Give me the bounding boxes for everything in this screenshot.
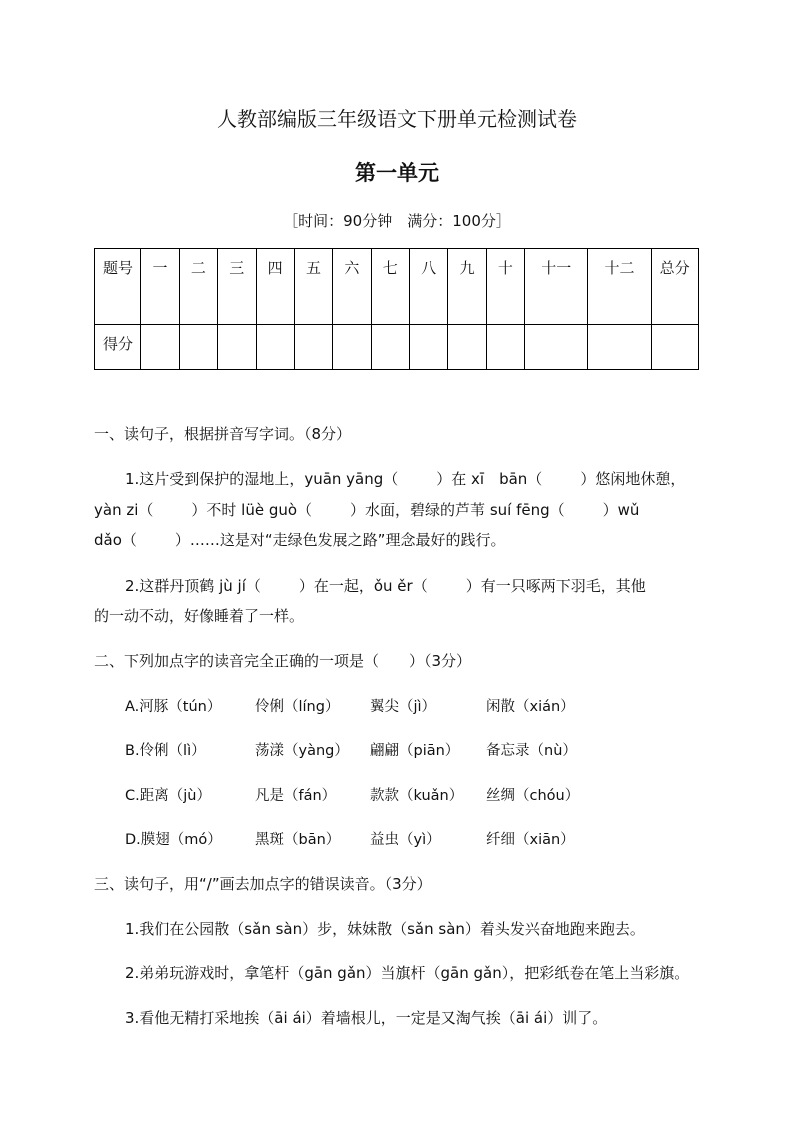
q2-text-b: ）在一起，ǒu ěr（ (298, 577, 428, 595)
col-7: 七 (371, 249, 409, 325)
q1-text-i: ）……这是对“走绿色发展之路”理念最好的践行。 (174, 531, 506, 549)
option-d-3: 益虫（yì） (370, 832, 441, 848)
option-b-2: 荡漾（yàng） (255, 743, 349, 759)
option-a-2: 伶俐（líng） (255, 699, 340, 715)
col-6: 六 (333, 249, 371, 325)
score-cell[interactable] (588, 325, 651, 370)
score-cell[interactable] (333, 325, 371, 370)
section3-title: 三、读句子，用“/”画去加点字的错误读音。（3分） (94, 875, 432, 893)
section3-item-1: 1.我们在公园散（sǎn sàn）步，妹妹散（sǎn sàn）着头发兴奋地跑来跑去。 (125, 920, 645, 938)
col-5: 五 (294, 249, 332, 325)
unit-title: 第一单元 (355, 160, 439, 185)
score-row (95, 325, 699, 370)
time-info: ［时间：90分钟 满分：100分］ (283, 212, 511, 230)
q1-line2 (94, 499, 639, 520)
option-c-2: 凡是（fán） (255, 788, 337, 804)
page-title: 人教部编版三年级语文下册单元检测试卷 (217, 107, 577, 131)
option-d-1: D.膜翅（mó） (125, 832, 222, 848)
q1-text-h: dǎo（ (94, 531, 137, 549)
option-a-3: 翼尖（jì） (370, 699, 437, 715)
section2-title: 二、下列加点字的读音完全正确的一项是（ ）（3分） (94, 652, 472, 670)
score-cell[interactable] (525, 325, 588, 370)
score-cell[interactable] (218, 325, 256, 370)
score-cell[interactable] (371, 325, 409, 370)
q1-text-a: 1.这片受到保护的湿地上，yuān yāng（ (125, 470, 399, 488)
col-10: 十 (486, 249, 524, 325)
section3-item-2: 2.弟弟玩游戏时，拿笔杆（gān gǎn）当旗杆（gān gǎn），把彩纸卷在笔上当彩旗。 (125, 964, 690, 982)
option-c-4: 丝绸（chóu） (486, 788, 580, 804)
option-d-4: 纤细（xiān） (486, 832, 575, 848)
total-label: 总分 (651, 249, 698, 325)
option-a-4: 闲散（xián） (486, 699, 575, 715)
col-3: 三 (218, 249, 256, 325)
q1-text-f: ）水面，碧绿的芦苇 suí fēng（ (350, 501, 565, 519)
q2-text-a: 2.这群丹顶鹤 jù jí（ (125, 577, 261, 595)
col-12: 十二 (588, 249, 651, 325)
option-a-1: A.河豚（tún） (125, 699, 222, 715)
total-score-cell[interactable] (651, 325, 698, 370)
option-c-1: C.距离（jù） (125, 788, 211, 804)
option-c-3: 款款（kuǎn） (370, 788, 464, 804)
section3-item-3: 3.看他无精打采地挨（āi ái）着墙根儿，一定是又淘气挨（āi ái）训了。 (125, 1009, 608, 1027)
col-4: 四 (256, 249, 294, 325)
score-cell[interactable] (256, 325, 294, 370)
score-cell[interactable] (448, 325, 486, 370)
score-cell[interactable] (410, 325, 448, 370)
option-b-4: 备忘录（nù） (486, 743, 577, 759)
score-header-row (95, 249, 699, 325)
score-table (94, 248, 699, 370)
option-b-1: B.伶俐（lì） (125, 743, 206, 759)
score-cell[interactable] (179, 325, 217, 370)
q2-line2: 的一动不动，好像睡着了一样。 (94, 607, 305, 625)
question-number-label: 题号 (95, 249, 141, 325)
col-8: 八 (410, 249, 448, 325)
q1-text-c: ）悠闲地休憩， (580, 470, 686, 488)
q1-text-b: ）在 xī bān（ (436, 470, 543, 488)
col-11: 十一 (525, 249, 588, 325)
q1-text-g: ）wǔ (602, 501, 640, 519)
col-2: 二 (179, 249, 217, 325)
q1-text-e: ）不时 lüè guò（ (191, 501, 313, 519)
option-d-2: 黑斑（bān） (255, 832, 341, 848)
score-cell[interactable] (141, 325, 179, 370)
section1-title: 一、读句子，根据拼音写字词。（8分） (94, 425, 352, 443)
col-1: 一 (141, 249, 179, 325)
q1-line1 (125, 468, 685, 489)
col-9: 九 (448, 249, 486, 325)
score-label: 得分 (95, 325, 141, 370)
q1-text-d: yàn zi（ (94, 501, 154, 519)
q2-text-c: ）有一只啄两下羽毛，其他 (465, 577, 646, 595)
score-cell[interactable] (486, 325, 524, 370)
q2-line1 (125, 575, 646, 596)
option-b-3: 翩翩（piān） (370, 743, 460, 759)
score-cell[interactable] (294, 325, 332, 370)
q1-line3 (94, 529, 505, 550)
